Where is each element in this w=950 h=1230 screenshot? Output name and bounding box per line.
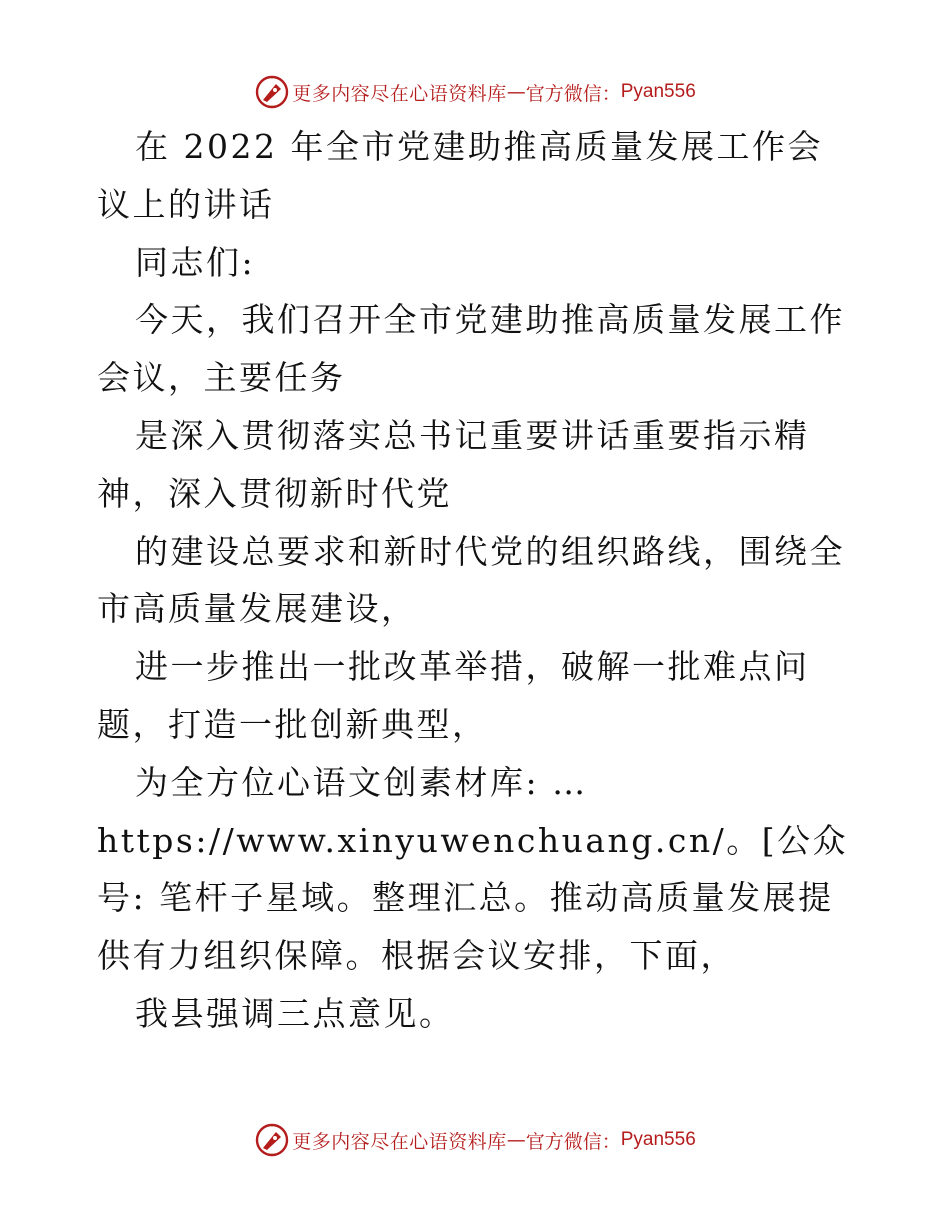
footer-banner [0,1120,950,1160]
speech-title: 在 2022 年全市党建助推高质量发展工作会议上的讲话 [97,127,823,224]
banner-official-label: 官方微信： [525,1130,621,1153]
paragraph: 是深入贯彻落实总书记重要讲话重要指示精神，深入贯彻新时代党 [97,415,810,513]
banner-wechat-id: Pyan556 [620,81,696,102]
paragraph: 的建设总要求和新时代党的组织路线，围绕全市高质量发展建设， [97,531,845,629]
pen-nib-logo-icon [254,74,290,110]
banner-wechat-id: Pyan556 [620,1129,696,1150]
banner-brand-text: 更多内容尽在心语资料库 [292,1130,507,1153]
salutation: 同志们: [135,242,256,282]
pen-nib-logo-icon [254,1122,290,1158]
speech-body [97,118,857,1043]
banner-official-label: 官方微信： [525,82,621,105]
banner-dash: — [506,81,526,103]
paragraph: 今天，我们召开全市党建助推高质量发展工作会议，主要任务 [97,300,845,398]
paragraph: 为全方位心语文创素材库: …https://www.xinyuwenchuang.cn/。[公众号: 笔杆子星域。整理汇总。推动高质量发展提供有力组织保障。根据会议安排，下面， [97,762,849,976]
paragraph: 我县强调三点意见。 [135,993,455,1033]
banner-brand-text: 更多内容尽在心语资料库 [292,82,507,105]
header-banner [0,72,950,112]
banner-dash: — [506,1129,526,1151]
paragraph: 进一步推出一批改革举措，破解一批难点问题，打造一批创新典型， [97,647,810,744]
